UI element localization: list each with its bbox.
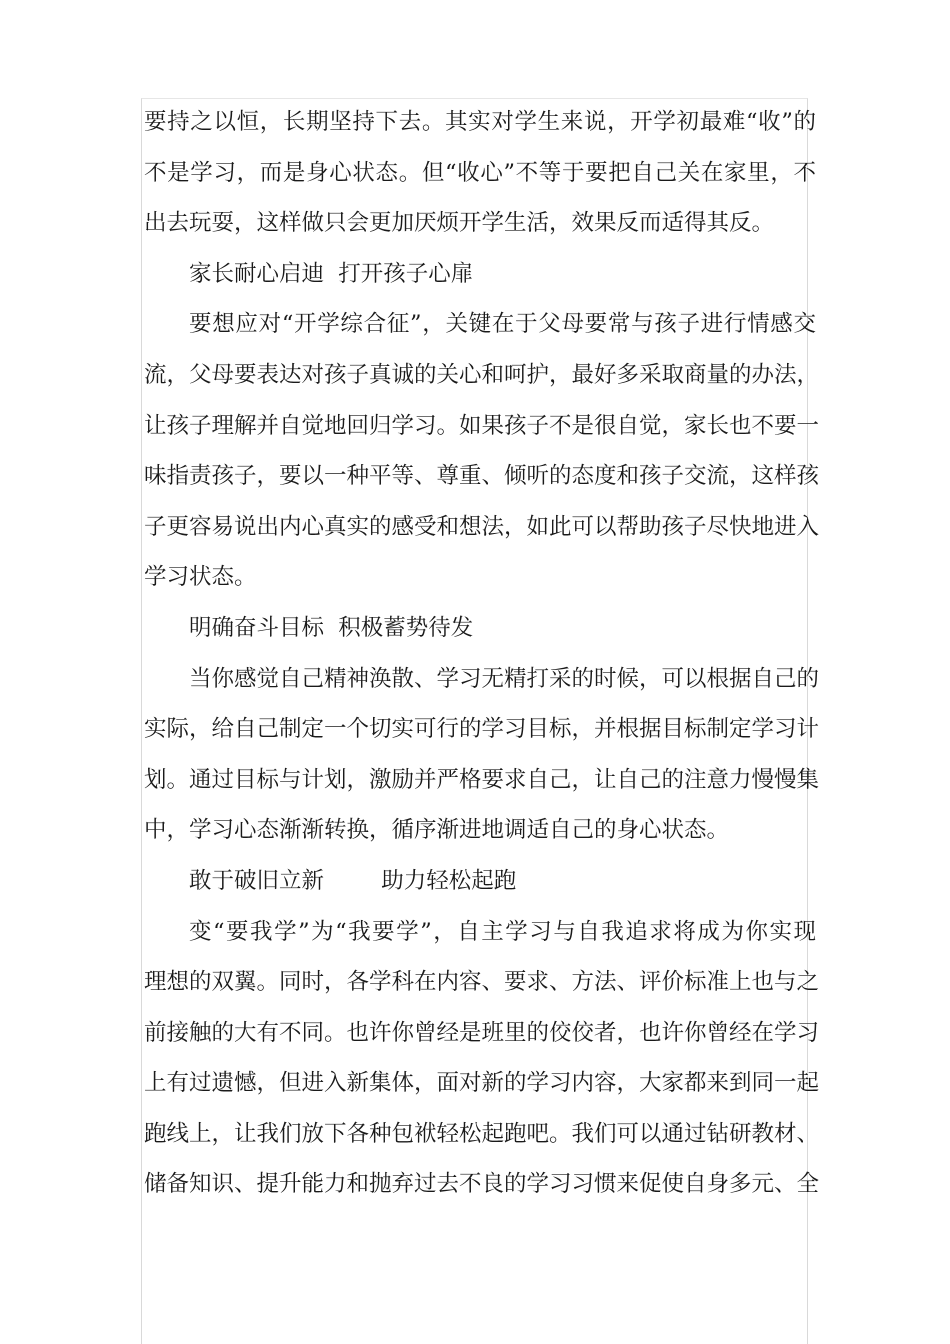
paragraph-line: 划。通过目标与计划，激励并严格要求自己，让自己的注意力慢慢集: [144, 766, 820, 793]
paragraph-line: 上有过遗憾，但进入新集体，面对新的学习内容，大家都来到同一起: [144, 1070, 820, 1097]
paragraph-line: 要持之以恒，长期坚持下去。其实对学生来说，开学初最难“收”的: [144, 109, 816, 135]
paragraph-line: 流，父母要表达对孩子真诚的关心和呵护，最好多采取商量的办法，: [144, 361, 820, 388]
section-heading: 敢于破旧立新 助力轻松起跑: [189, 867, 517, 894]
paragraph-line: 实际，给自己制定一个切实可行的学习目标，并根据目标制定学习计: [144, 716, 820, 743]
paragraph-line: 前接触的大有不同。也许你曾经是班里的佼佼者，也许你曾经在学习: [144, 1019, 820, 1046]
paragraph-line: 子更容易说出内心真实的感受和想法，如此可以帮助孩子尽快地进入: [144, 513, 820, 540]
paragraph-line: 储备知识、提升能力和抛弃过去不良的学习习惯来促使自身多元、全: [144, 1171, 820, 1198]
paragraph-line: 中，学习心态渐渐转换，循序渐进地调适自己的身心状态。: [144, 817, 730, 844]
paragraph-line: 出去玩耍，这样做只会更加厌烦开学生活，效果反而适得其反。: [144, 210, 775, 237]
paragraph-line: 变“要我学”为“我要学”，自主学习与自我追求将成为你实现: [189, 918, 816, 945]
paragraph-line: 学习状态。: [144, 564, 257, 591]
paragraph-line: 理想的双翼。同时，各学科在内容、要求、方法、评价标准上也与之: [144, 969, 820, 996]
paragraph-line: 不是学习，而是身心状态。但“收心”不等于要把自己关在家里，不: [144, 159, 816, 186]
section-heading: 明确奋斗目标 积极蓄势待发: [189, 614, 474, 641]
paragraph-line: 要想应对“开学综合征”，关键在于父母要常与孩子进行情感交: [189, 311, 816, 338]
paragraph-line: 味指责孩子，要以一种平等、尊重、倾听的态度和孩子交流，这样孩: [144, 463, 820, 490]
paragraph-line: 让孩子理解并自觉地回归学习。如果孩子不是很自觉，家长也不要一: [144, 412, 820, 439]
document-body: [144, 97, 820, 1210]
section-heading: 家长耐心启迪 打开孩子心扉: [189, 260, 474, 287]
paragraph-line: 跑线上，让我们放下各种包袱轻松起跑吧。我们可以通过钻研教材、: [144, 1120, 820, 1147]
paragraph-line: 当你感觉自己精神涣散、学习无精打采的时候，可以根据自己的: [189, 665, 820, 692]
